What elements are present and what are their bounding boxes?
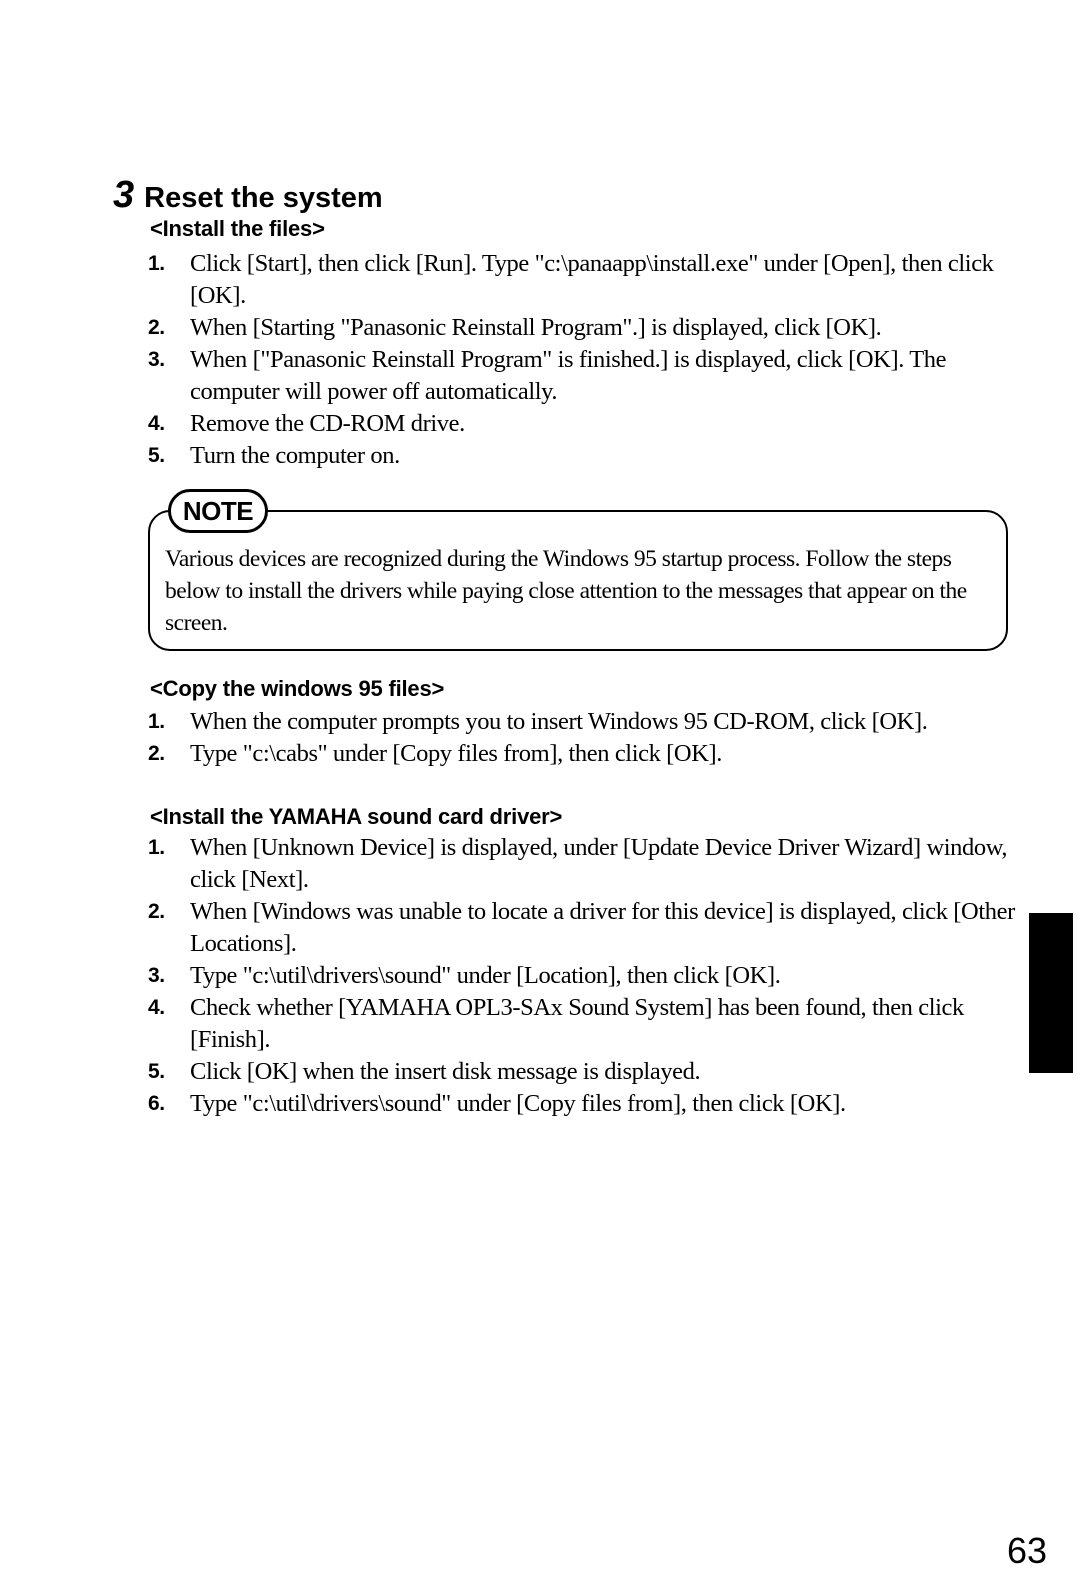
copy-files-heading: <Copy the windows 95 files> bbox=[150, 676, 445, 701]
step-number: 4. bbox=[148, 996, 165, 1019]
list-item bbox=[148, 440, 1018, 472]
note-text: Various devices are recognized during the Windows 95 startup process. Follow the steps below to install the drivers while paying close attention to the messages that appear on the screen. bbox=[165, 546, 967, 636]
section-number: 3 bbox=[113, 174, 135, 216]
step-number: 1. bbox=[148, 252, 165, 275]
step-text: Click [Start], then click [Run]. Type "c:\panaapp\install.exe" under [Open], then click [OK]. bbox=[190, 250, 994, 309]
step-text: When [Windows was unable to locate a driver for this device] is displayed, click [Other Locations]. bbox=[190, 898, 1015, 957]
step-number: 5. bbox=[148, 1060, 165, 1083]
step-text: When ["Panasonic Reinstall Program" is finished.] is displayed, click [OK]. The computer will power off automatically. bbox=[190, 346, 947, 405]
page-number: 63 bbox=[1007, 1530, 1048, 1571]
step-number: 4. bbox=[148, 412, 165, 435]
step-text: When [Unknown Device] is displayed, under [Update Device Driver Wizard] window, click [Next]. bbox=[190, 834, 1008, 893]
step-number: 3. bbox=[148, 348, 165, 371]
step-text: When [Starting "Panasonic Reinstall Program".] is displayed, click [OK]. bbox=[190, 314, 882, 341]
install-files-heading: <Install the files> bbox=[150, 216, 325, 241]
step-text: Check whether [YAMAHA OPL3-SAx Sound System] has been found, then click [Finish]. bbox=[190, 994, 964, 1053]
step-number: 6. bbox=[148, 1092, 165, 1115]
list-item bbox=[148, 248, 1018, 312]
step-number: 1. bbox=[148, 836, 165, 859]
copy-files-list bbox=[148, 706, 1018, 770]
install-files-list bbox=[148, 248, 1018, 472]
note-icon: NOTE bbox=[168, 489, 268, 533]
step-number: 2. bbox=[148, 900, 165, 923]
step-text: Turn the computer on. bbox=[190, 442, 400, 469]
yamaha-driver-heading: <Install the YAMAHA sound card driver> bbox=[150, 804, 563, 829]
list-item bbox=[148, 738, 1018, 770]
step-text: Remove the CD-ROM drive. bbox=[190, 410, 465, 437]
step-text: When the computer prompts you to insert Windows 95 CD-ROM, click [OK]. bbox=[190, 708, 928, 735]
list-item bbox=[148, 960, 1018, 992]
step-number: 5. bbox=[148, 444, 165, 467]
step-text: Type "c:\util\drivers\sound" under [Copy files from], then click [OK]. bbox=[190, 1090, 846, 1117]
list-item bbox=[148, 312, 1018, 344]
list-item bbox=[148, 1088, 1018, 1120]
list-item bbox=[148, 992, 1018, 1056]
chapter-tab-marker bbox=[1029, 913, 1073, 1073]
step-number: 3. bbox=[148, 964, 165, 987]
step-text: Click [OK] when the insert disk message is displayed. bbox=[190, 1058, 701, 1085]
list-item bbox=[148, 344, 1018, 408]
list-item bbox=[148, 832, 1018, 896]
section-title bbox=[113, 174, 383, 217]
list-item bbox=[148, 896, 1018, 960]
step-number: 1. bbox=[148, 710, 165, 733]
section-heading: Reset the system bbox=[144, 182, 383, 214]
list-item bbox=[148, 408, 1018, 440]
yamaha-driver-list bbox=[148, 832, 1018, 1120]
step-number: 2. bbox=[148, 742, 165, 765]
list-item bbox=[148, 706, 1018, 738]
step-number: 2. bbox=[148, 316, 165, 339]
step-text: Type "c:\util\drivers\sound" under [Location], then click [OK]. bbox=[190, 962, 781, 989]
list-item bbox=[148, 1056, 1018, 1088]
step-text: Type "c:\cabs" under [Copy files from], then click [OK]. bbox=[190, 740, 722, 767]
